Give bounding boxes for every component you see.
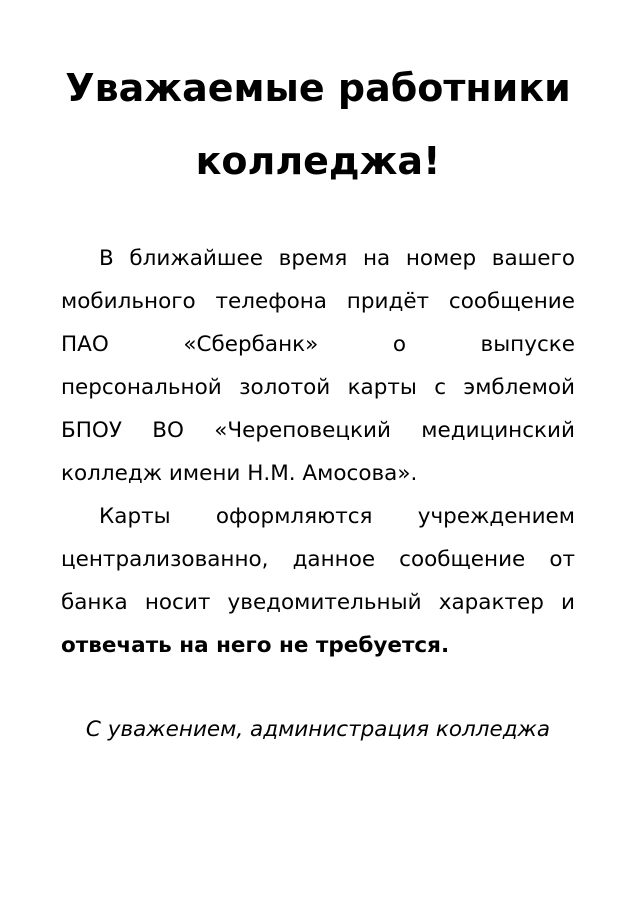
paragraph-1-line-3: ПАО «Сбербанк» о выпуске [61, 332, 575, 357]
paragraph-2-line-1: Карты оформляются учреждением [99, 504, 575, 529]
paragraph-2-line-2: централизованно, данное сообщение от [61, 547, 575, 572]
paragraph-2-line-4-emphasis: отвечать на него не требуется. [61, 633, 450, 658]
notice-title-line-1: Уважаемые работники [65, 66, 571, 110]
paragraph-1-line-2: мобильного телефона придёт сообщение [61, 289, 575, 314]
notice-title-line-2: колледжа! [195, 139, 441, 183]
paragraph-1-line-1: В ближайшее время на номер вашего [99, 246, 575, 271]
signature: С уважением, администрация колледжа [85, 717, 551, 742]
paragraph-1-line-6: колледж имени Н.М. Амосова». [61, 461, 418, 486]
paragraph-2-line-3: банка носит уведомительный характер и [61, 590, 575, 615]
paragraph-1-line-5: БПОУ ВО «Череповецкий медицинский [61, 418, 575, 443]
paragraph-1-line-4: персональной золотой карты с эмблемой [61, 375, 575, 400]
